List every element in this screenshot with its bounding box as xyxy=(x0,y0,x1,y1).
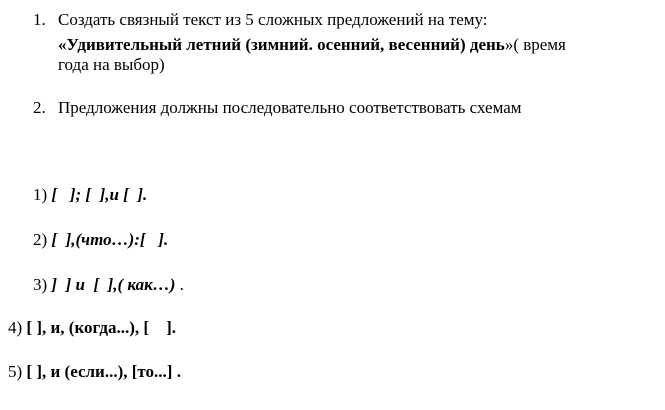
schema-2 xyxy=(33,230,168,250)
task-1-text-line-1: Создать связный текст из 5 сложных предложений на тему: xyxy=(58,10,488,29)
schema-4 xyxy=(8,318,176,338)
task-1-topic-bold: «Удивительный летний (зимний. осенний, весенний) день xyxy=(58,35,505,54)
schema-4-pattern: [ ], и, (когда...), [ ]. xyxy=(26,318,176,337)
schema-5-pattern: [ ], и (если...), [то...] . xyxy=(26,362,181,381)
schema-4-label: 4) xyxy=(8,318,23,337)
schema-1-pattern: [ ]; [ ],и [ ]. xyxy=(51,185,148,204)
schema-3-tail: . xyxy=(175,275,184,294)
task-1-number: 1. xyxy=(33,10,46,29)
task-1-topic-line xyxy=(58,35,566,55)
schema-1 xyxy=(33,185,147,205)
task-2-number: 2. xyxy=(33,98,46,117)
schema-5 xyxy=(8,362,181,382)
schema-3 xyxy=(33,275,184,295)
task-1-text-line-3: года на выбор) xyxy=(58,55,165,74)
task-1-topic-after: »( время xyxy=(504,35,566,54)
schema-5-label: 5) xyxy=(8,362,23,381)
schema-3-label: 3) xyxy=(33,275,48,294)
schema-3-pattern: ] ] и [ ],( как…) xyxy=(51,275,176,294)
task-2-text: Предложения должны последовательно соответствовать схемам xyxy=(58,98,522,117)
schema-1-label: 1) xyxy=(33,185,48,204)
schema-2-pattern: [ ],(что…):[ ]. xyxy=(51,230,169,249)
schema-2-label: 2) xyxy=(33,230,48,249)
